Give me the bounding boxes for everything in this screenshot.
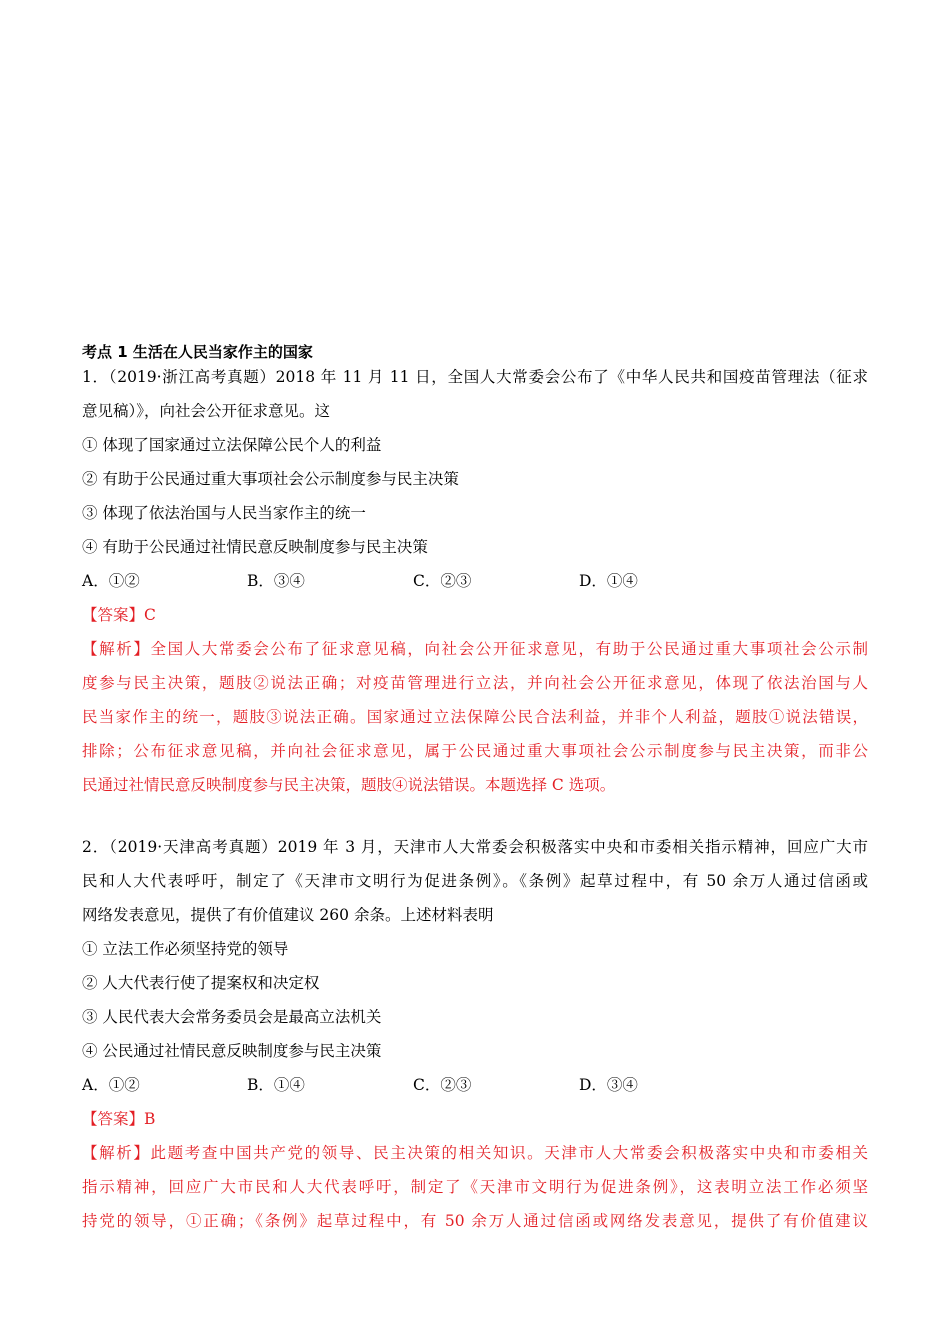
- question-2-option-a: A．①②: [82, 1076, 140, 1094]
- question-1-analysis-line-2: 度参与民主决策，题肢②说法正确；对疫苗管理进行立法，并向社会公开征求意见，体现了依法治国与人: [82, 674, 868, 692]
- question-2-item-2: ② 人大代表行使了提案权和决定权: [82, 974, 320, 992]
- question-1-analysis-line-1: 【解析】全国人大常委会公布了征求意见稿，向社会公开征求意见，有助于公民通过重大事项社会公示制: [82, 640, 868, 658]
- question-1-stem-line-1: 1．（2019·浙江高考真题）2018 年 11 月 11 日，全国人大常委会公布了《中华人民共和国疫苗管理法（征求: [82, 368, 868, 386]
- question-1-analysis-line-3: 民当家作主的统一，题肢③说法正确。国家通过立法保障公民合法利益，并非个人利益，题肢①说法错误，: [82, 708, 868, 726]
- question-2-option-c: C．②③: [413, 1076, 472, 1094]
- question-2-item-3: ③ 人民代表大会常务委员会是最高立法机关: [82, 1008, 382, 1026]
- question-1-analysis-line-4: 排除；公布征求意见稿，并向社会征求意见，属于公民通过重大事项社会公示制度参与民主决策，而非公: [82, 742, 868, 760]
- question-2-stem-line-2: 民和人大代表呼吁，制定了《天津市文明行为促进条例》。《条例》起草过程中，有 50 余万人通过信函或: [82, 872, 868, 890]
- section-title: 考点 1 生活在人民当家作主的国家: [82, 343, 313, 361]
- question-1-answer: 【答案】C: [82, 606, 156, 624]
- question-2: [82, 830, 868, 1238]
- question-1-stem-line-2: 意见稿）》，向社会公开征求意见。这: [82, 402, 331, 420]
- question-1-item-1: ① 体现了国家通过立法保障公民个人的利益: [82, 436, 382, 454]
- question-1-item-4: ④ 有助于公民通过社情民意反映制度参与民主决策: [82, 538, 428, 556]
- question-2-analysis-line-3: 持党的领导，①正确；《条例》起草过程中，有 50 余万人通过信函或网络发表意见，提供了有价值建议: [82, 1212, 868, 1230]
- question-1-option-b: B．③④: [247, 572, 305, 590]
- question-1-analysis-line-5: 民通过社情民意反映制度参与民主决策，题肢④说法错误。本题选择 C 选项。: [82, 776, 616, 794]
- question-2-option-b: B．①④: [247, 1076, 305, 1094]
- question-2-options: [82, 1068, 868, 1102]
- question-1-options: [82, 564, 868, 598]
- question-1-option-d: D．①④: [579, 572, 638, 590]
- question-1-item-2: ② 有助于公民通过重大事项社会公示制度参与民主决策: [82, 470, 459, 488]
- question-2-item-4: ④ 公民通过社情民意反映制度参与民主决策: [82, 1042, 382, 1060]
- question-2-item-1: ① 立法工作必须坚持党的领导: [82, 940, 289, 958]
- question-2-option-d: D．③④: [579, 1076, 638, 1094]
- question-2-stem-line-3: 网络发表意见，提供了有价值建议 260 余条。上述材料表明: [82, 906, 494, 924]
- question-2-analysis-line-2: 指示精神，回应广大市民和人大代表呼吁，制定了《天津市文明行为促进条例》，这表明立法工作必须坚: [82, 1178, 868, 1196]
- question-1-option-a: A．①②: [82, 572, 140, 590]
- question-2-answer: 【答案】B: [82, 1110, 156, 1128]
- question-2-analysis-line-1: 【解析】此题考查中国共产党的领导、民主决策的相关知识。天津市人大常委会积极落实中央和市委相关: [82, 1144, 868, 1162]
- question-1-item-3: ③ 体现了依法治国与人民当家作主的统一: [82, 504, 366, 522]
- question-1: [82, 360, 868, 802]
- question-2-stem-line-1: 2．（2019·天津高考真题）2019 年 3 月，天津市人大常委会积极落实中央和市委相关指示精神，回应广大市: [82, 838, 868, 856]
- question-1-option-c: C．②③: [413, 572, 472, 590]
